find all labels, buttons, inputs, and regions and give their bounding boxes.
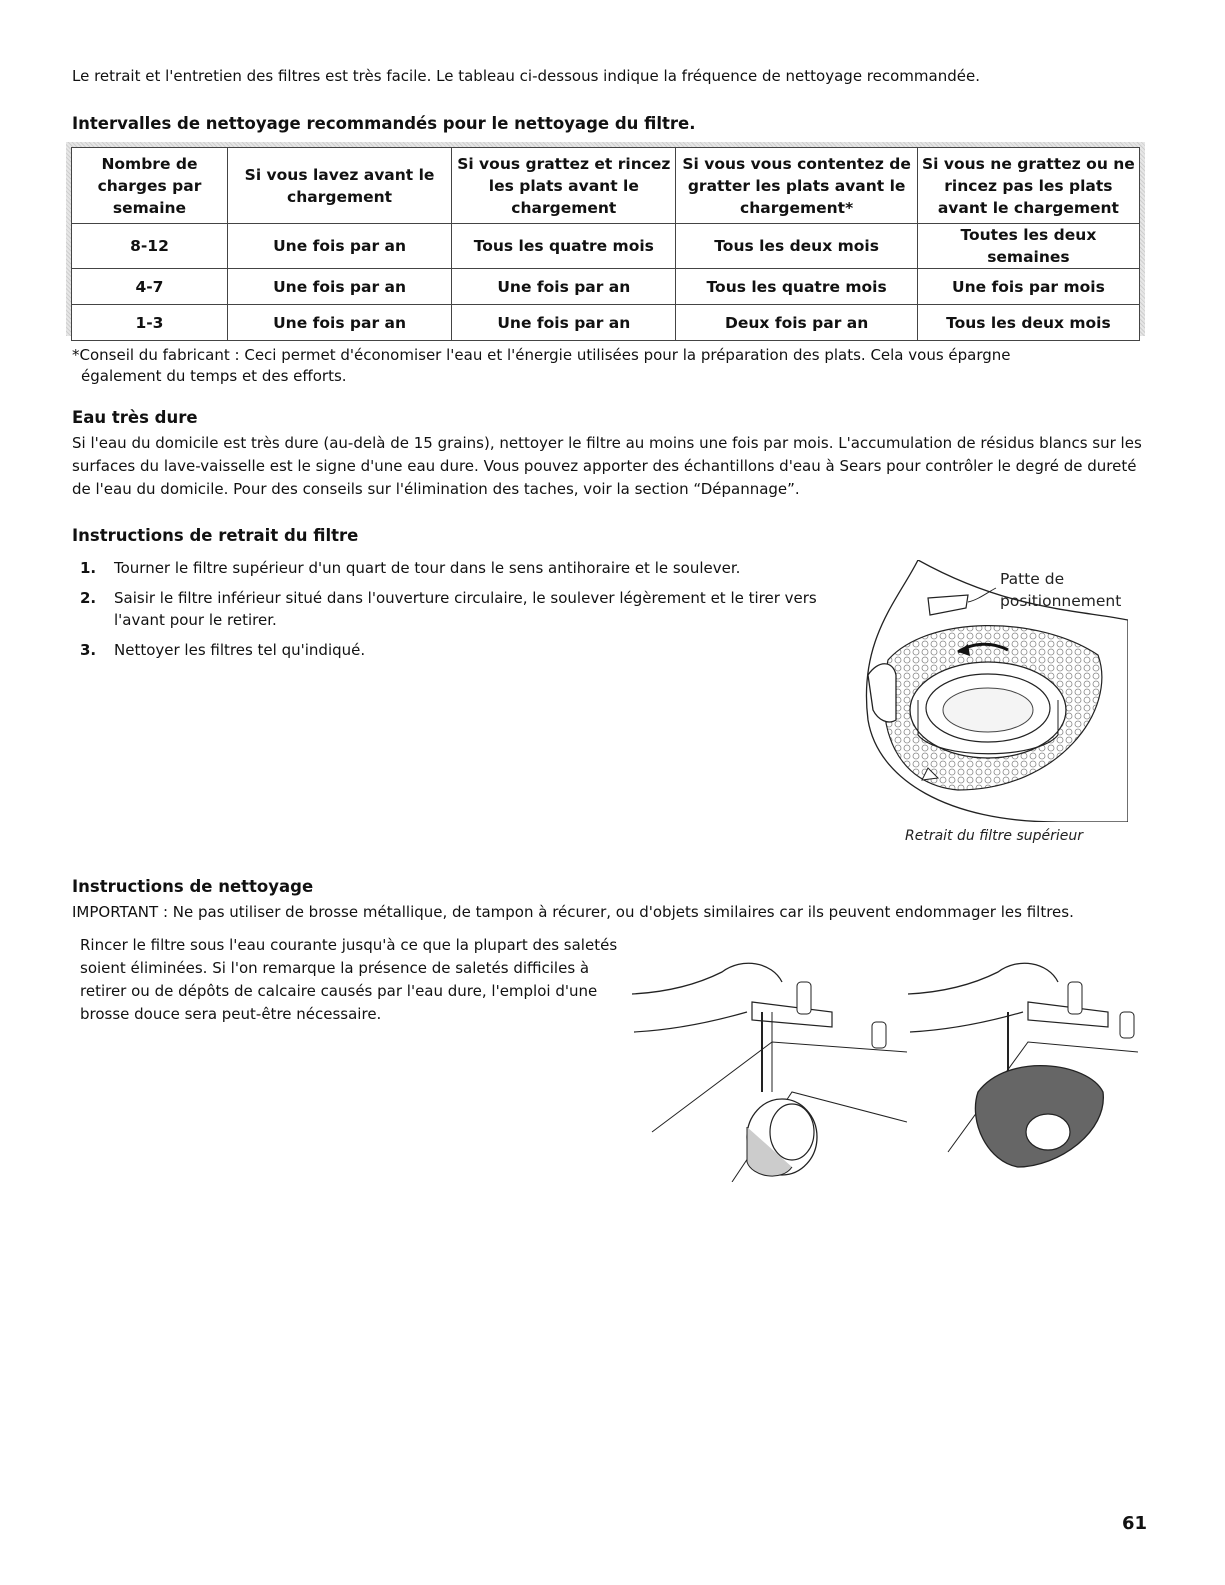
table-header-row: [72, 148, 1140, 224]
header-cell: Si vous ne grattez ou ne rincez pas les plats avant le chargement: [917, 148, 1139, 224]
table-cell: Une fois par an: [452, 305, 676, 341]
table-cell: Une fois par an: [227, 224, 451, 269]
table-cell: 8-12: [72, 224, 228, 269]
table-cell: Tous les deux mois: [917, 305, 1139, 341]
sink-rinsing-lower-filter-illustration: [632, 952, 907, 1182]
hard-water-heading: Eau très dure: [72, 408, 198, 427]
cleaning-intervals-table: [71, 147, 1140, 341]
table-cell: 4-7: [72, 269, 228, 305]
intro-paragraph: Le retrait et l'entretien des filtres est très facile. Le tableau ci-dessous indique la fréquence de nettoyage recommandée.: [72, 67, 980, 85]
table-cell: Une fois par mois: [917, 269, 1139, 305]
hard-water-section: [72, 408, 198, 427]
table-title: Intervalles de nettoyage recommandés pour le nettoyage du filtre.: [72, 114, 696, 133]
label-line-1: Patte de: [1000, 570, 1065, 588]
cleaning-heading-wrap: [72, 877, 313, 896]
table-cell: 1-3: [72, 305, 228, 341]
sink-rinsing-upper-filter-illustration: [908, 952, 1138, 1182]
hard-water-text: Si l'eau du domicile est très dure (au-delà de 15 grains), nettoyer le filtre au moins une fois par mois. L'accumulation de résidus blancs sur les surfaces du lave-vaisselle est le signe d'une eau dure. Vous pouvez apporter des échantillons d'eau à Sears pour contrôler le degré de dureté de l'eau du domicile. Pour des conseils sur l'élimination des taches, voir la section “Dépannage”.: [72, 434, 1142, 498]
table-cell: Une fois par an: [227, 269, 451, 305]
removal-heading-wrap: [72, 526, 358, 545]
table-cell: Tous les quatre mois: [452, 224, 676, 269]
important-text: Ne pas utiliser de brosse métallique, de tampon à récurer, ou d'objets similaires car ils peuvent endommager les filtres.: [168, 903, 1074, 921]
figure-caption: Retrait du filtre supérieur: [905, 828, 1084, 844]
label-line-2: positionnement: [1000, 592, 1122, 610]
header-cell: Si vous lavez avant le chargement: [227, 148, 451, 224]
step-number: 2.: [80, 589, 97, 607]
table-row: [72, 305, 1140, 341]
removal-steps: [74, 557, 834, 669]
table-row: [72, 269, 1140, 305]
table-cell: Tous les deux mois: [676, 224, 917, 269]
list-item: [74, 587, 824, 631]
header-cell: Si vous vous contentez de gratter les plats avant le chargement*: [676, 148, 917, 224]
important-label: IMPORTANT :: [72, 903, 169, 921]
header-cell: Nombre de charges par semaine: [72, 148, 228, 224]
table-cell: Une fois par an: [452, 269, 676, 305]
step-text: Saisir le filtre inférieur situé dans l'ouverture circulaire, le soulever légèrement et le tirer vers l'avant pour le retirer.: [114, 589, 817, 629]
list-item: [74, 557, 834, 579]
footnote: [72, 345, 1132, 387]
important-note: [72, 901, 1172, 924]
table-cell: Toutes les deux semaines: [917, 224, 1139, 269]
step-number: 3.: [80, 641, 97, 659]
cleaning-intervals-table-frame: [66, 142, 1145, 336]
cleaning-text: Rincer le filtre sous l'eau courante jusqu'à ce que la plupart des saletés soient éliminées. Si l'on remarque la présence de saletés difficiles à retirer ou de dépôts de calcaire causés par l'eau dure, l'emploi d'une brosse douce sera peut-être nécessaire.: [80, 936, 618, 1023]
list-item: [74, 639, 834, 661]
step-text: Nettoyer les filtres tel qu'indiqué.: [114, 641, 366, 659]
footnote-line-2: également du temps et des efforts.: [81, 367, 347, 385]
positioning-tab-label: [1000, 568, 1121, 612]
cleaning-heading: Instructions de nettoyage: [72, 877, 314, 896]
removal-heading: Instructions de retrait du filtre: [72, 526, 359, 545]
table-cell: Tous les quatre mois: [676, 269, 917, 305]
step-number: 1.: [80, 559, 97, 577]
page-number: 61: [1122, 1513, 1148, 1534]
footnote-line-1: *Conseil du fabricant : Ceci permet d'économiser l'eau et l'énergie utilisées pour la préparation des plats. Cela vous épargne: [72, 346, 1011, 364]
table-row: [72, 224, 1140, 269]
table-cell: Une fois par an: [227, 305, 451, 341]
header-cell: Si vous grattez et rincez les plats avant le chargement: [452, 148, 676, 224]
table-cell: Deux fois par an: [676, 305, 917, 341]
step-text: Tourner le filtre supérieur d'un quart de tour dans le sens antihoraire et le soulever.: [114, 559, 741, 577]
